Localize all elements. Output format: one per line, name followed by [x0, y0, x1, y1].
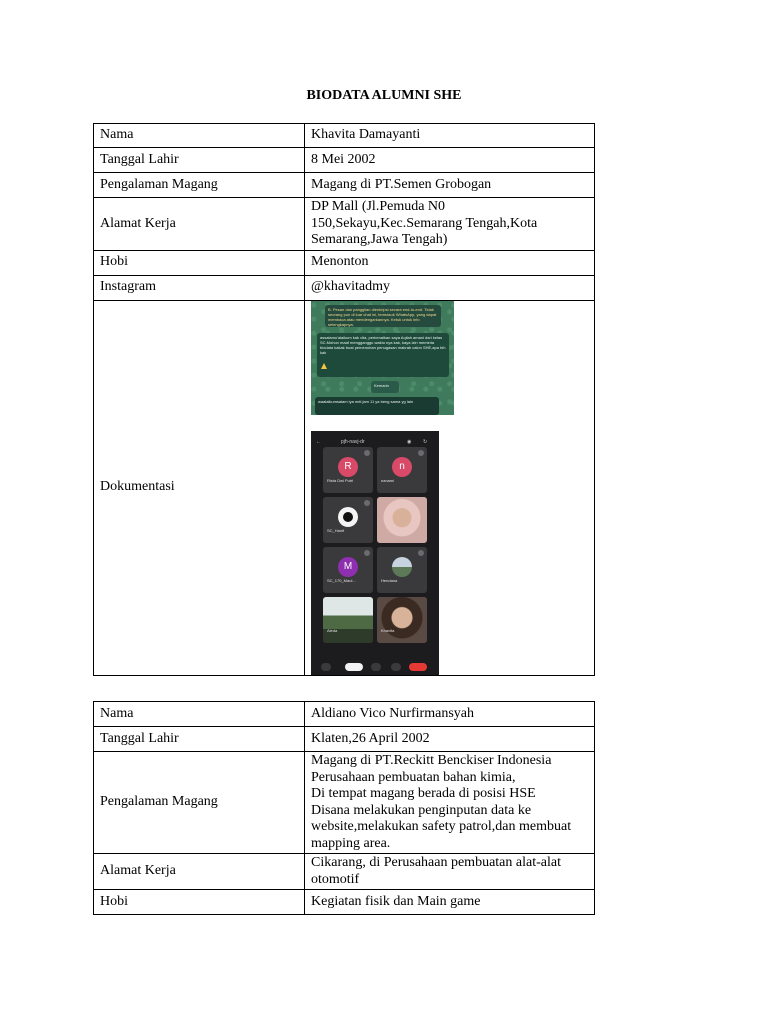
biodata-table-1 [93, 123, 595, 676]
participant-name: Hendana [381, 578, 398, 583]
camera-icon [321, 663, 331, 671]
warning-icon [321, 363, 327, 369]
participant-tile [323, 547, 373, 593]
participant-video [377, 497, 427, 543]
row-label: Instagram [94, 275, 305, 300]
biodata-table-2 [93, 701, 595, 915]
table-row [94, 250, 595, 275]
row-value: Menonton [305, 250, 595, 275]
documentation-cell [305, 300, 595, 675]
meeting-code: pjh-navj-dr [341, 438, 365, 445]
row-label: Hobi [94, 890, 305, 915]
participant-tile [377, 597, 427, 643]
row-label: Pengalaman Magang [94, 752, 305, 854]
mic-icon [364, 500, 370, 506]
row-value: Klaten,26 April 2002 [305, 727, 595, 752]
meet-controls [311, 659, 439, 675]
table-row [94, 148, 595, 173]
participant-tile [323, 497, 373, 543]
whatsapp-chat-screenshot [311, 301, 454, 415]
document-title: BIODATA ALUMNI SHE [306, 88, 462, 103]
participant-tile [377, 447, 427, 493]
table-row [94, 702, 595, 727]
row-value: @khavitadmy [305, 275, 595, 300]
table-row [94, 275, 595, 300]
mic-off-icon [345, 663, 363, 671]
mic-icon [418, 450, 424, 456]
row-label: Alamat Kerja [94, 854, 305, 890]
row-label: Tanggal Lahir [94, 727, 305, 752]
table-row [94, 890, 595, 915]
row-label: Tanggal Lahir [94, 148, 305, 173]
participant-name: nanami [381, 478, 395, 483]
switch-camera-icon: ↻ [423, 438, 428, 445]
participant-tile [377, 497, 427, 543]
eye-icon: ◉ [407, 438, 412, 445]
row-label: Alamat Kerja [94, 198, 305, 251]
raise-hand-icon [371, 663, 381, 671]
mic-icon [364, 450, 370, 456]
avatar: R [338, 457, 358, 477]
back-arrow-icon: ← [316, 438, 321, 445]
date-divider: Kemarin [371, 381, 399, 393]
chat-message: assalamu'alaikum kak vita, perkenalkan saya Aqilah amani dari kelas SC.Mohon maaf mengganggu waktu nya kak, kaya izin meminta biodata kakak buat pemenuhan penugasan makrab calon SHE,apa bih kak [317, 333, 449, 377]
end-call-icon [409, 663, 427, 671]
participant-tile [377, 547, 427, 593]
row-label: Dokumentasi [94, 300, 305, 675]
meet-header [311, 431, 439, 443]
row-value: 8 Mei 2002 [305, 148, 595, 173]
row-value: Magang di PT.Semen Grobogan [305, 173, 595, 198]
row-value: Cikarang, di Perusahaan pembuatan alat-alat otomotif [305, 854, 595, 890]
row-label: Nama [94, 124, 305, 148]
participant-name: SC_170_Maul... [327, 578, 356, 583]
participant-name: Aleda [327, 628, 338, 633]
row-label: Hobi [94, 250, 305, 275]
row-value: Aldiano Vico Nurfirmansyah [305, 702, 595, 727]
row-value: DP Mall (Jl.Pemuda N0 150,Sekayu,Kec.Semarang Tengah,Kota Semarang,Jawa Tengah) [305, 198, 595, 251]
encryption-notice: B. Pesan dan panggilan dienkripsi secara end-to-end. Tidak seorang pun di luar chat ini, termasuk WhatsApp, yang dapat membaca atau mendengarkannya. Ketuk untuk info selengkapnya. [325, 305, 441, 327]
participant-name: Rista Dwi Putri [327, 478, 354, 483]
table-row [94, 300, 595, 675]
table-row [94, 854, 595, 890]
row-label: Pengalaman Magang [94, 173, 305, 198]
table-row [94, 198, 595, 251]
row-value: Magang di PT.Reckitt Benckiser Indonesia Perusahaan pembuatan bahan kimia, Di tempat magang berada di posisi HSE Disana melakukan penginputan data ke website,melakukan safety patrol,dan membuat mapping area. [305, 752, 595, 854]
google-meet-screenshot [311, 431, 439, 675]
table-row [94, 752, 595, 854]
participant-name: Khavita [381, 628, 395, 633]
table-row [94, 173, 595, 198]
participant-name: SC_Hanif [327, 528, 345, 533]
mic-icon [364, 550, 370, 556]
avatar: n [392, 457, 412, 477]
mic-icon [418, 550, 424, 556]
row-label: Nama [94, 702, 305, 727]
table-row [94, 727, 595, 752]
avatar: M [338, 557, 358, 577]
table-row [94, 124, 595, 148]
chat-reply: waalaikumsalam iya nnti jam 11 ya beng sama yg lain [315, 397, 439, 415]
participant-tile [323, 447, 373, 493]
participant-tile [323, 597, 373, 643]
more-options-icon [391, 663, 401, 671]
row-value: Kegiatan fisik dan Main game [305, 890, 595, 915]
row-value: Khavita Damayanti [305, 124, 595, 148]
